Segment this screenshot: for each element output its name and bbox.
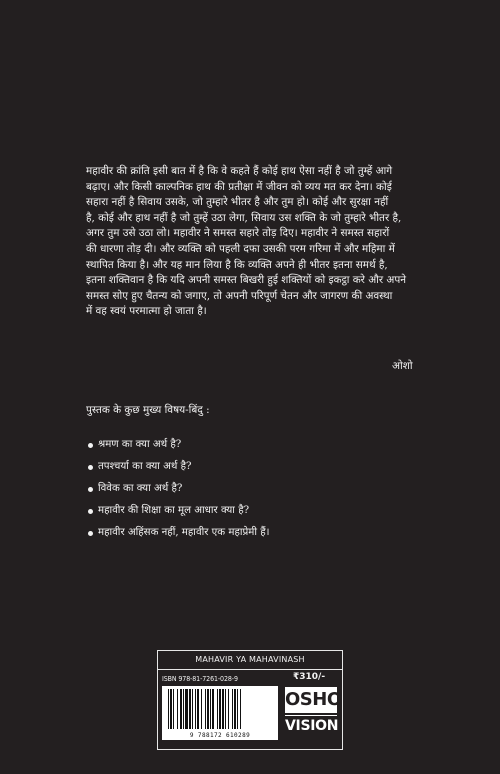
barcode-bar [185, 689, 188, 729]
barcode-bar [180, 689, 182, 729]
quote-line: की धारणा तोड़ दी। और व्यक्ति को पहली दफा उसकी परम गरिमा में और महिमा में [86, 242, 395, 255]
list-item-label: महावीर अहिंसक नहीं, महावीर एक महाप्रेमी हैं। [98, 527, 270, 538]
book-info-box [157, 650, 343, 750]
barcode-bar [228, 689, 229, 729]
bullet-icon [88, 465, 93, 470]
isbn-label: ISBN 978-81-7261-028-9 [162, 675, 238, 683]
price-label: ₹310/- [293, 672, 326, 682]
barcode-digits: 9 788172 610289 [189, 732, 251, 739]
barcode-bar [183, 689, 184, 729]
barcode-bar [189, 689, 191, 729]
bullet-icon [88, 443, 93, 448]
list-item [88, 522, 270, 544]
barcode-bar [222, 689, 224, 729]
barcode-bar [177, 689, 178, 729]
quote-paragraph [86, 164, 416, 320]
logo-top-text: OSHO [285, 687, 337, 713]
barcode-bar [195, 689, 196, 729]
barcode-bar [192, 689, 193, 729]
osho-vision-logo [285, 687, 342, 739]
topics-list [88, 434, 270, 544]
quote-line: समस्त सोए हुए चैतन्य को जगाए, तो अपनी परिपूर्ण चेतन और जागरण की अवस्था [86, 289, 393, 302]
barcode-bar [168, 689, 169, 729]
list-item [88, 434, 270, 456]
bullet-icon [88, 509, 93, 514]
bullet-icon [88, 531, 93, 536]
list-item-label: विवेक का क्या अर्थ है? [98, 483, 183, 494]
barcode-bar [237, 689, 238, 729]
barcode-bars-icon [166, 689, 274, 729]
quote-line: सहारा नहीं है सिवाय उसके, जो तुम्हारे भीतर है और तुम हो। कोई और सुरक्षा नहीं [86, 196, 389, 209]
book-title: MAHAVIR YA MAHAVINASH [158, 651, 342, 670]
list-item [88, 478, 270, 500]
quote-line: है, कोई और हाथ नहीं है जो तुम्हें उठा लेगा, सिवाय उस शक्ति के जो तुम्हारे भीतर है, [86, 211, 402, 224]
barcode-bar [170, 689, 172, 729]
quote-line: बढ़ाए। और किसी काल्पनिक हाथ की प्रतीक्षा में जीवन को व्यय मत कर देना। कोई [86, 180, 392, 193]
quote-line: इतना शक्तिवान है कि यदि अपनी समस्त बिखरी हुई शक्तियों को इकट्ठा करे और अपने [86, 274, 407, 287]
signature: ओशो [392, 360, 413, 372]
list-item [88, 456, 270, 478]
quote-line: महावीर की क्रांति इसी बात में है कि वे कहते हैं कोई हाथ ऐसा नहीं है जो तुम्हें आगे [86, 165, 393, 177]
quote-line: में वह स्वयं परमात्मा हो जाता है। [86, 305, 207, 318]
logo-bottom-text: VISION [285, 715, 337, 736]
quote-line: स्थापित किया है। और यह मान लिया है कि व्यक्ति अपने ही भीतर इतना समर्थ है, [86, 258, 388, 271]
topics-heading: पुस्तक के कुछ मुख्य विषय-बिंदु : [86, 404, 210, 416]
barcode-bar [201, 689, 202, 729]
barcode-bar [212, 689, 214, 729]
list-item-label: तपश्चर्या का क्या अर्थ है? [98, 461, 192, 472]
list-item-label: महावीर की शिक्षा का मूल आधार क्या है? [98, 505, 250, 516]
barcode-bar [219, 689, 221, 729]
barcode-bar [217, 689, 218, 729]
barcode-bar [207, 689, 209, 729]
list-item [88, 500, 270, 522]
barcode-bar [232, 689, 233, 729]
barcode-bar [210, 689, 211, 729]
barcode [162, 686, 278, 740]
barcode-bar [225, 689, 226, 729]
quote-line: अगर तुम उसे उठा लो। महावीर ने समस्त सहारे तोड़ दिए। महावीर ने समस्त सहारों [86, 227, 390, 240]
barcode-bar [173, 689, 174, 729]
list-item-label: श्रमण का क्या अर्थ है? [98, 439, 182, 450]
barcode-bar [205, 689, 206, 729]
barcode-bar [197, 689, 199, 729]
bullet-icon [88, 487, 93, 492]
barcode-bar [234, 689, 236, 729]
barcode-bar [240, 689, 241, 729]
